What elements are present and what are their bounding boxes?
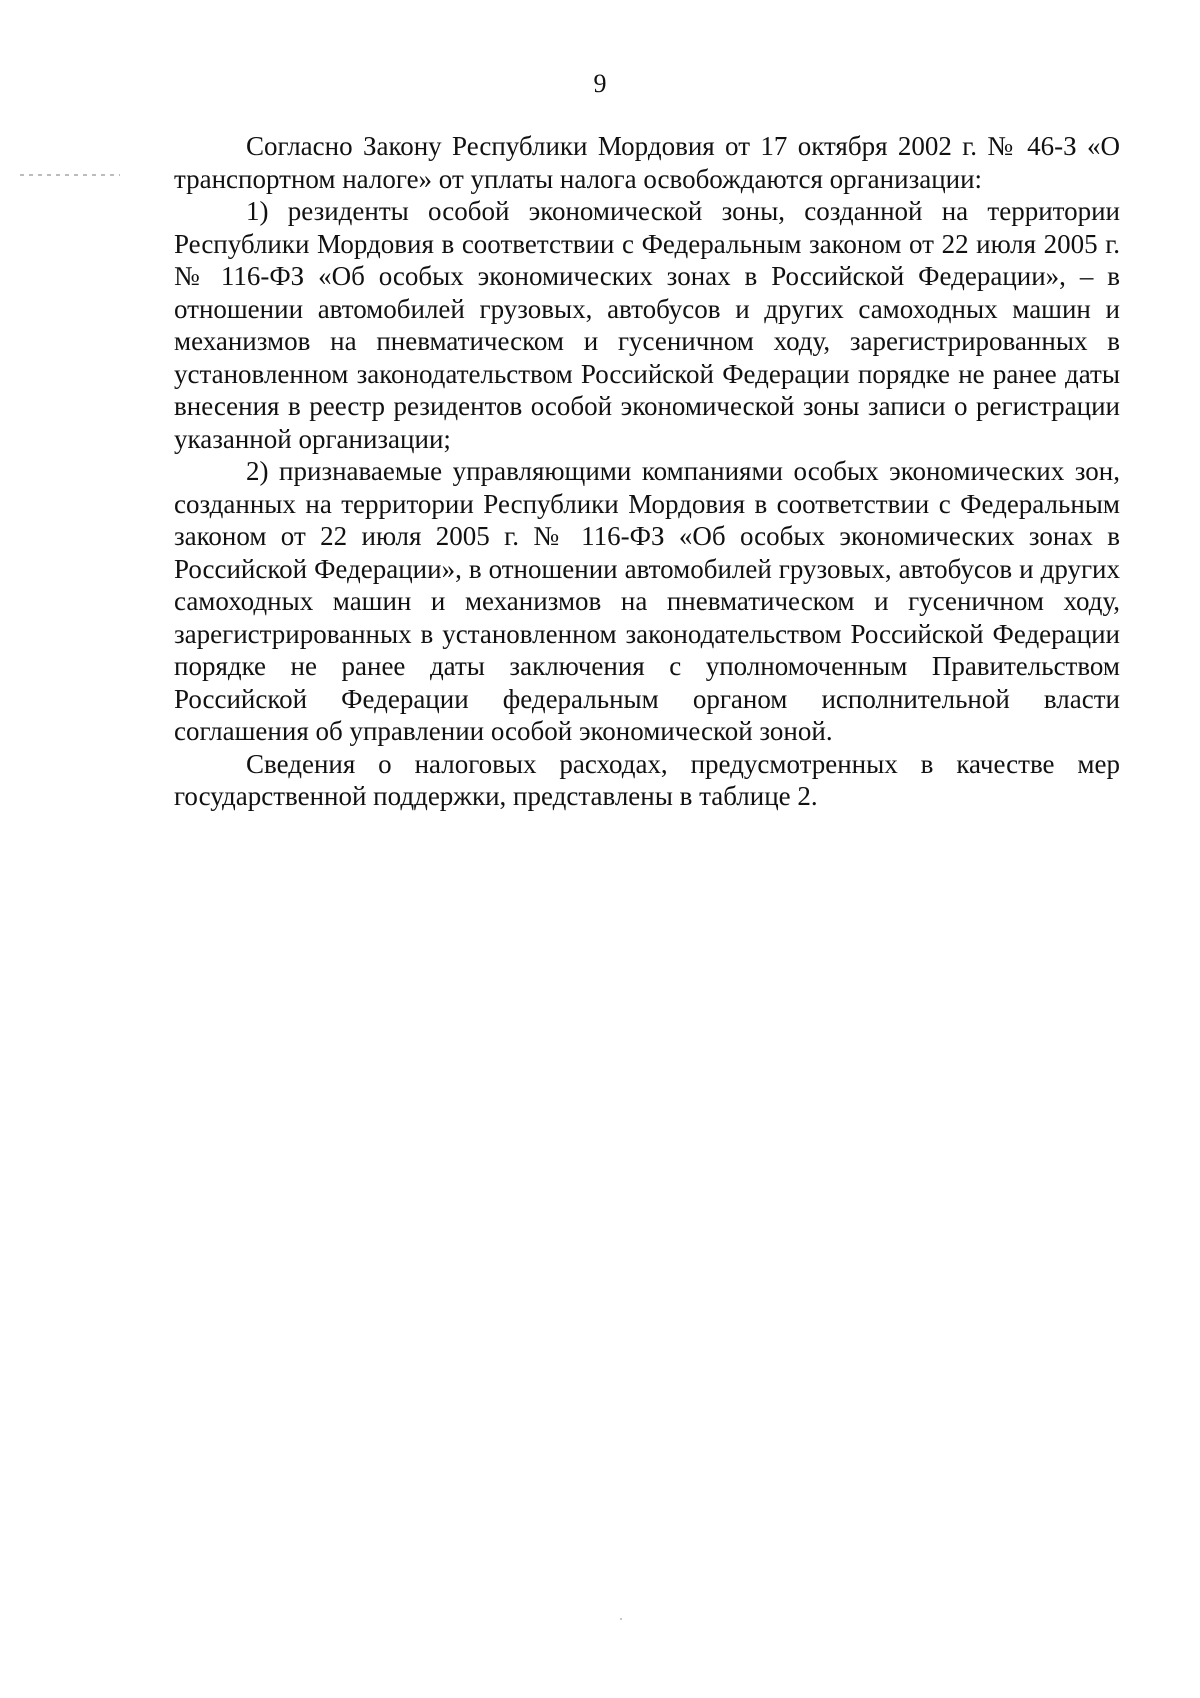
document-body <box>174 130 1120 813</box>
page-number: 9 <box>593 69 607 98</box>
paragraph-intro: Согласно Закону Республики Мордовия от 17 октября 2002 г. № 46-З «О транспортном налоге» от уплаты налога освобождаются организации: <box>174 131 1120 194</box>
paragraph-conclusion: Сведения о налоговых расходах, предусмотренных в качестве мер государственной поддержки, представлены в таблице 2. <box>174 748 1120 811</box>
paragraph-item-2: 2) признаваемые управляющими компаниями особых экономических зон, созданных на территории Республики Мордовия в соответствии с Федеральным законом от 22 июля 2005 г. № 116-ФЗ «Об особых экономических зонах в Российской Федерации», в отношении автомобилей грузовых, автобусов и других самоходных машин и механизмов на пневматическом и гусеничном ходу, зарегистрированных в установленном законодательством Российской Федерации порядке не ранее даты заключения с уполномоченным Правительством Российской Федерации федеральным органом исполнительной власти соглашения об управлении особой экономической зоной. <box>174 456 1120 746</box>
scan-artifact-dot <box>620 1618 622 1620</box>
paragraph-item-1: 1) резиденты особой экономической зоны, созданной на территории Республики Мордовия в соответствии с Федеральным законом от 22 июля 2005 г. № 116-ФЗ «Об особых экономических зонах в Российской Федерации», – в отношении автомобилей грузовых, автобусов и других самоходных машин и механизмов на пневматическом и гусеничном ходу, зарегистрированных в установленном законодательством Российской Федерации порядке не ранее даты внесения в реестр резидентов особой экономической зоны записи о регистрации указанной организации; <box>174 196 1120 454</box>
scan-artifact <box>20 174 120 176</box>
